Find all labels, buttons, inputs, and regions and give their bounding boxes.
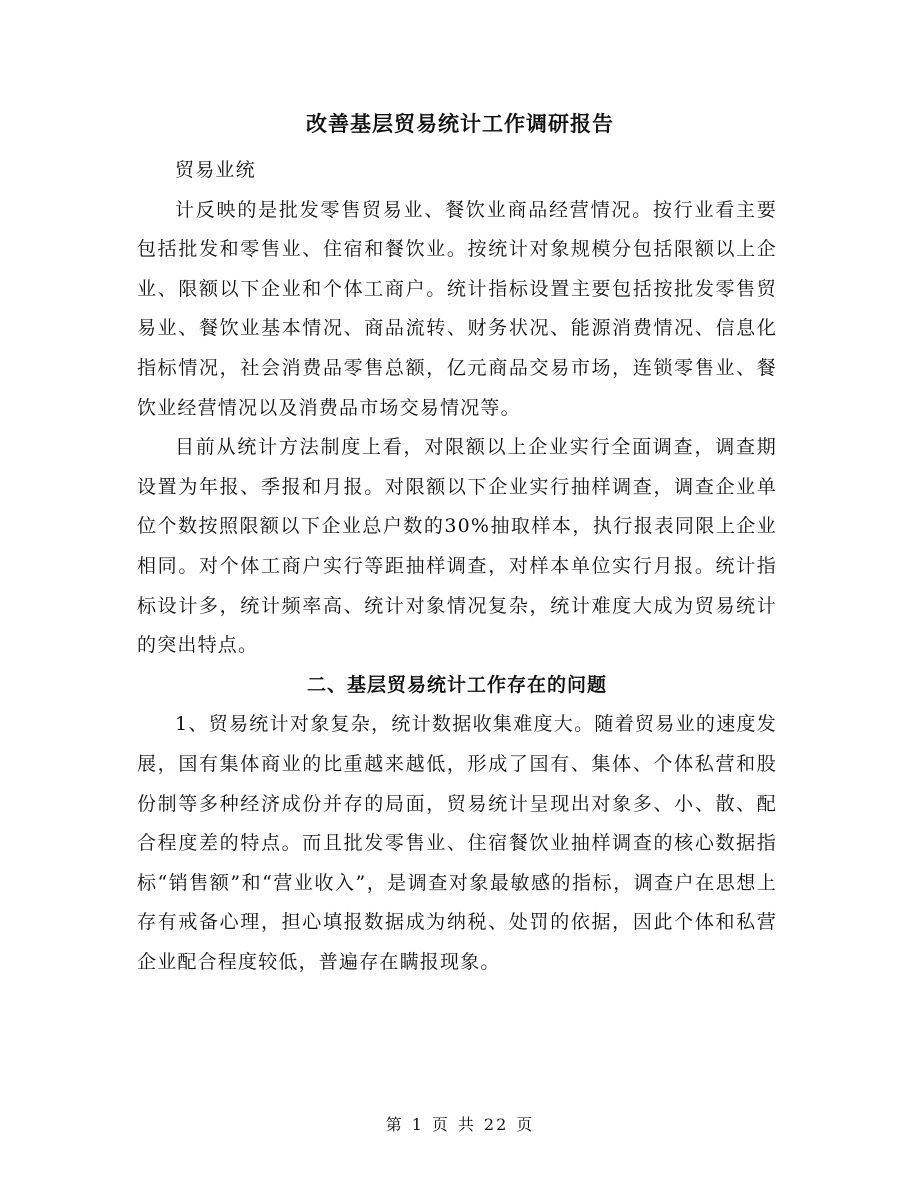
footer-current-page: 1 (411, 1115, 424, 1134)
page-footer (0, 1112, 920, 1135)
footer-total-pages: 22 (483, 1115, 509, 1134)
footer-suffix: 页 (516, 1115, 535, 1134)
paragraph-1: 计反映的是批发零售贸易业、餐饮业商品经营情况。按行业看主要包括批发和零售业、住宿和餐饮业。按统计对象规模分包括限额以上企业、限额以下企业和个体工商户。统计指标设置主要包括按批发零售贸易业、餐饮业基本情况、商品流转、财务状况、能源消费情况、信息化指标情况，社会消费品零售总额，亿元商品交易市场，连锁零售业、餐饮业经营情况以及消费品市场交易情况等。 (137, 198, 777, 419)
document-body (137, 151, 777, 982)
section-paragraph-1: 1、贸易统计对象复杂，统计数据收集难度大。随着贸易业的速度发展，国有集体商业的比重越来越低，形成了国有、集体、个体私营和股份制等多种经济成份并存的局面，贸易统计呈现出对象多、小、散、配合程度差的特点。而且批发零售业、住宿餐饮业抽样调查的核心数据指标“销售额”和“营业收入”，是调查对象最敏感的指标，调查户在思想上存有戒备心理，担心填报数据成为纳税、处罚的依据，因此个体和私营企业配合程度较低，普遍存在瞒报现象。 (137, 713, 777, 973)
document-title: 改善基层贸易统计工作调研报告 (306, 111, 614, 136)
paragraph-2: 目前从统计方法制度上看，对限额以上企业实行全面调查，调查期设置为年报、季报和月报。对限额以下企业实行抽样调查，调查企业单位个数按照限额以下企业总户数的30%抽取样本，执行报表同限上企业相同。对个体工商户实行等距抽样调查，对样本单位实行月报。统计指标设计多，统计频率高、统计对象情况复杂，统计难度大成为贸易统计的突出特点。 (137, 436, 777, 657)
subheading: 贸易业统 (175, 159, 256, 181)
footer-prefix: 第 (385, 1115, 404, 1134)
footer-page-word: 页 (431, 1115, 450, 1134)
section-heading: 二、基层贸易统计工作存在的问题 (306, 673, 607, 696)
footer-total-word: 共 (457, 1115, 476, 1134)
